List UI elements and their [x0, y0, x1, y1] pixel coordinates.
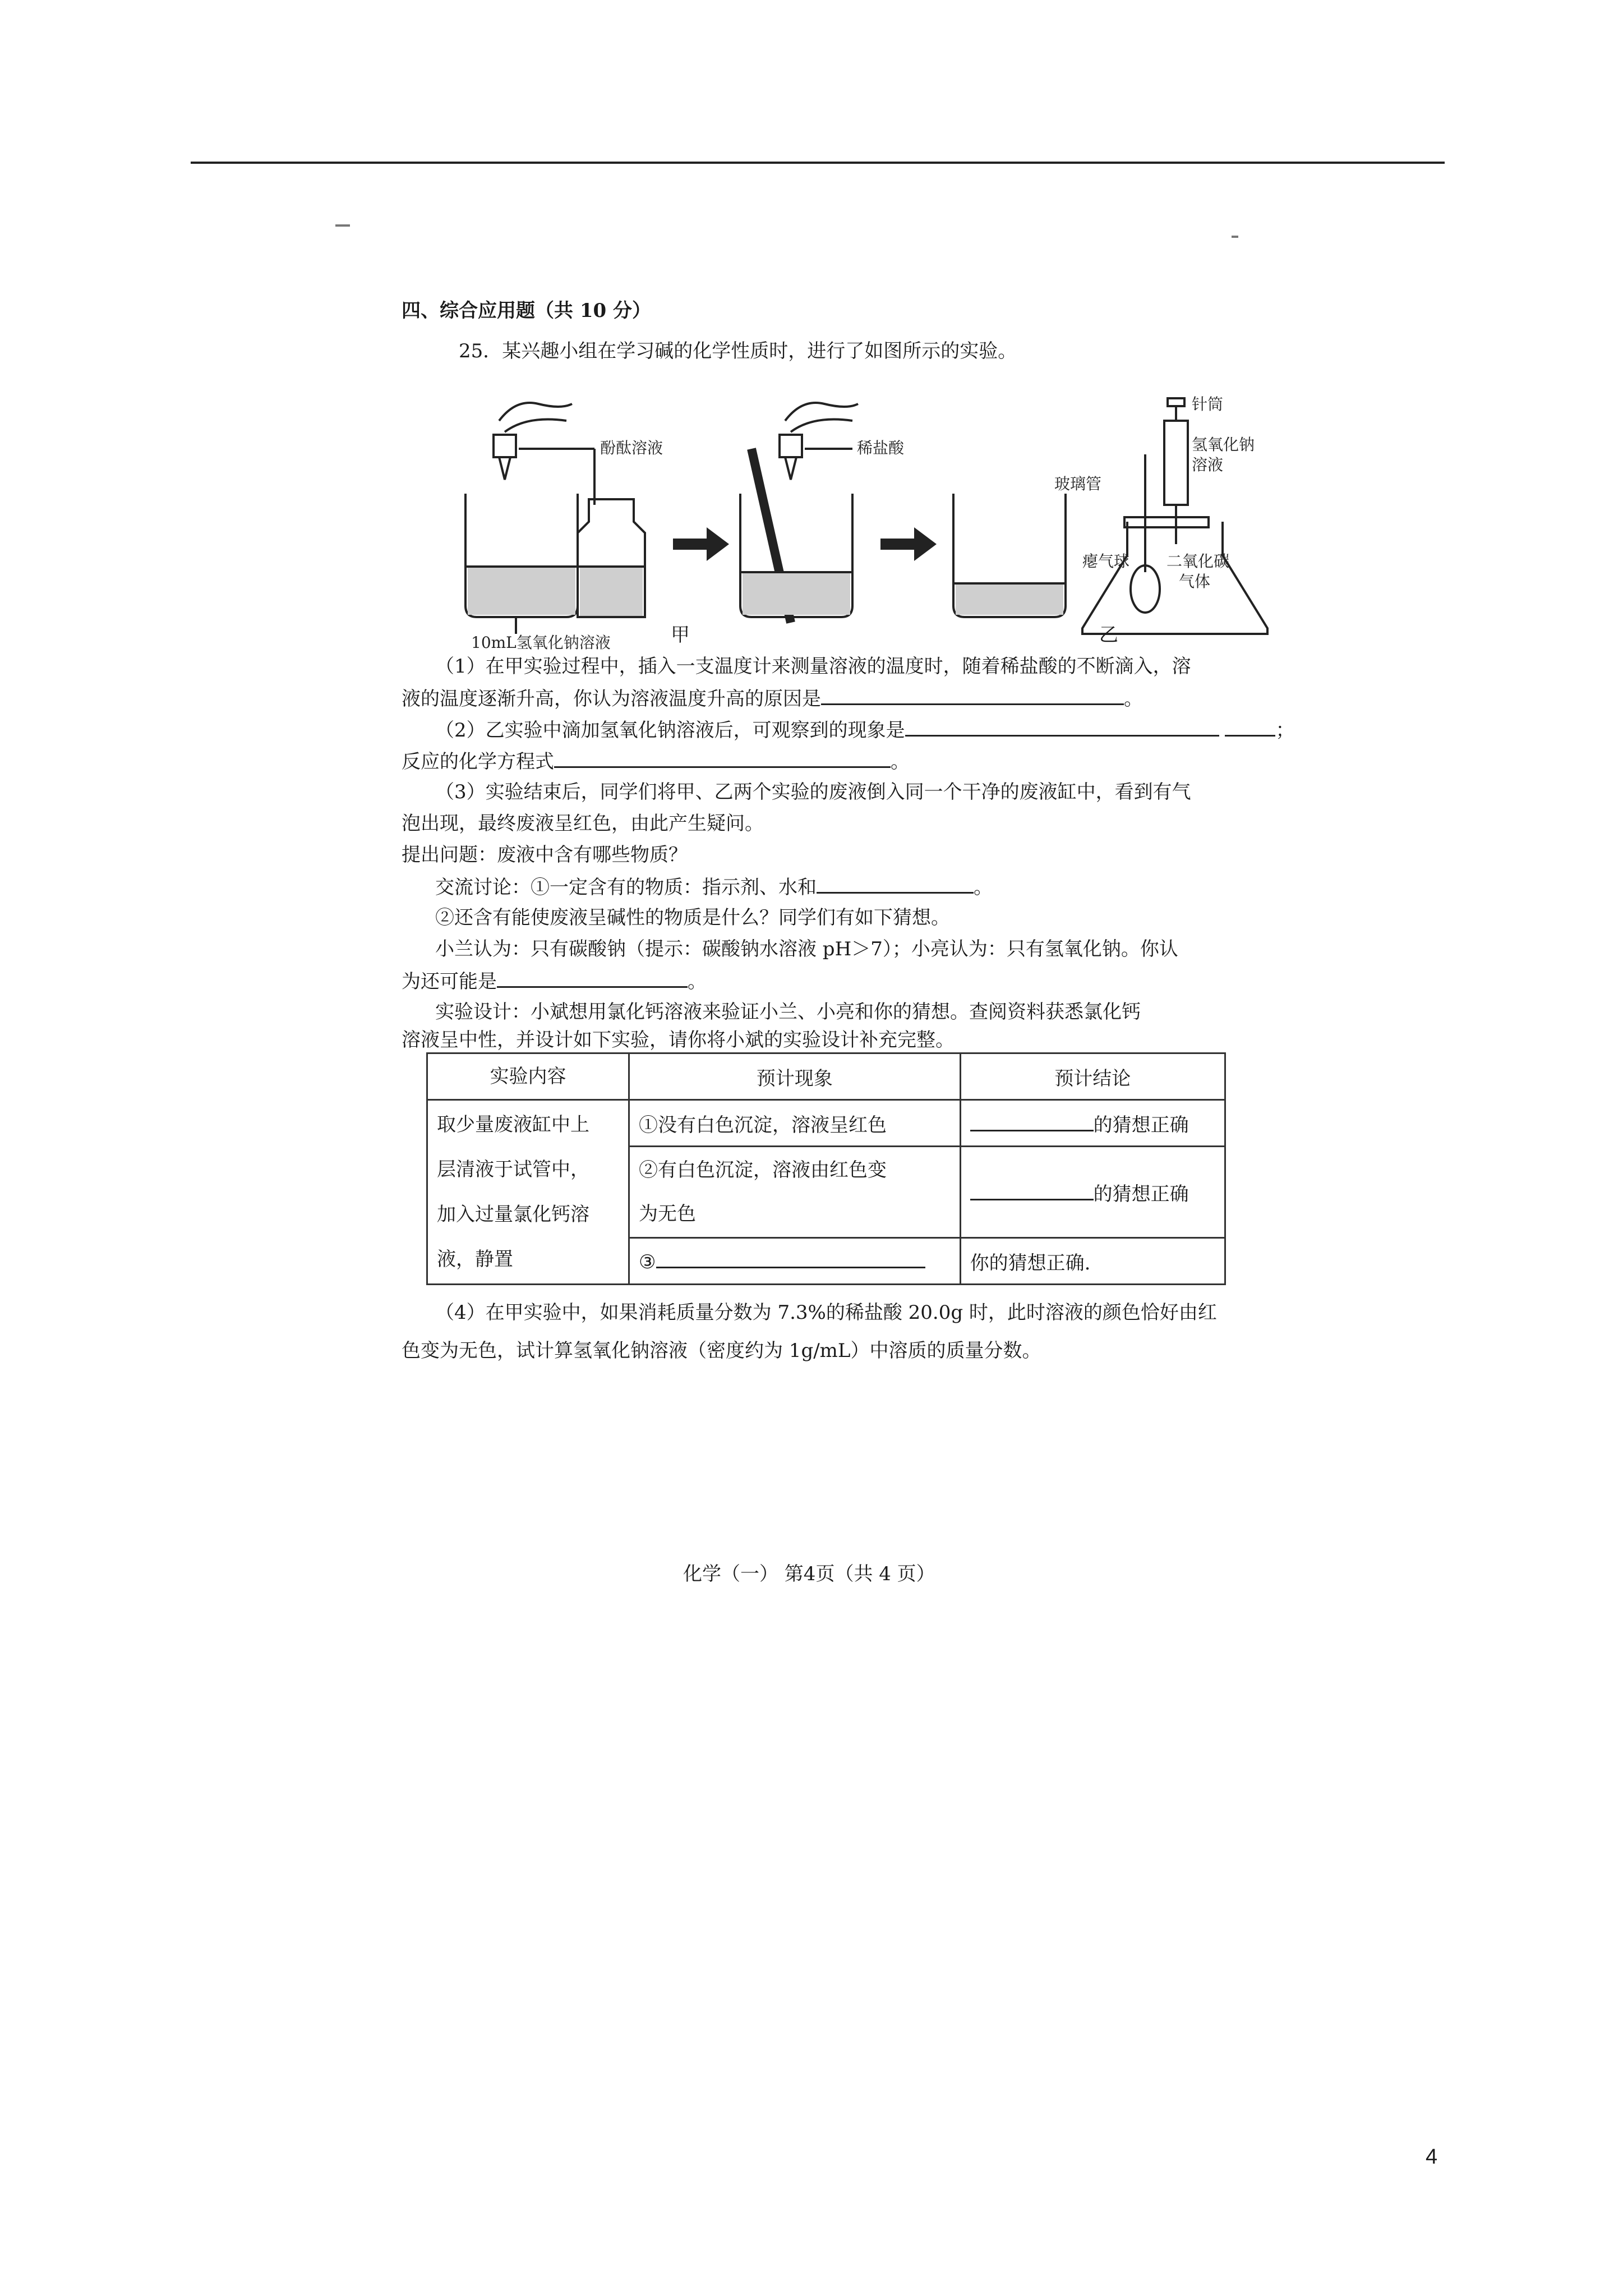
scan-speck [1232, 236, 1238, 238]
experiment-table [426, 1052, 1226, 1285]
header-content: 实验内容 [427, 1053, 629, 1100]
label-naoh-solution-2: 溶液 [1192, 455, 1224, 474]
q3-line-1: （3）实验结束后，同学们将甲、乙两个实验的废液倒入同一个干净的废液缸中，看到有气 [435, 781, 1191, 803]
flask-setup [1082, 398, 1267, 634]
q2-text: （2）乙实验中滴加氢氧化钠溶液后，可观察到的现象是 [435, 719, 905, 742]
conclusion-2: 的猜想正确 [960, 1147, 1225, 1238]
label-co2-2: 气体 [1179, 572, 1211, 591]
discussion-1: 交流讨论：①一定含有的物质：指示剂、水和 。 [435, 874, 993, 900]
content-cell: 取少量废液缸中上 层清液于试管中， 加入过量氯化钙溶 液，静置 [427, 1100, 629, 1285]
q4-line-1: （4）在甲实验中，如果消耗质量分数为 7.3%的稀盐酸 20.0g 时，此时溶液的颜色恰好由红 [435, 1301, 1217, 1324]
label-phenolphthalein: 酚酞溶液 [600, 439, 663, 457]
label-naoh-beaker: 10mL氢氧化钠溶液 [471, 633, 611, 652]
page-footer: 化学（一） 第4页（共 4 页） [683, 1563, 935, 1585]
page-number: 4 [1426, 2145, 1438, 2169]
label-glass-tube: 玻璃管 [1054, 475, 1102, 493]
label-hcl: 稀盐酸 [857, 439, 905, 457]
conclusion-1: 的猜想正确 [960, 1100, 1225, 1147]
dropper-hand-2 [780, 403, 858, 480]
phenomenon-1: ①没有白色沉淀，溶液呈红色 [629, 1100, 961, 1147]
header-phenomenon: 预计现象 [629, 1053, 961, 1100]
label-balloon: 瘪气球 [1082, 552, 1130, 570]
answer-blank[interactable] [1225, 717, 1275, 737]
answer-blank[interactable] [970, 1112, 1094, 1131]
answer-blank[interactable] [497, 968, 688, 988]
question-line: 提出问题：废液中含有哪些物质？ [402, 844, 688, 866]
header-conclusion: 预计结论 [960, 1053, 1225, 1100]
q1-text: 液的温度逐渐升高，你认为溶液温度升高的原因是 [402, 688, 821, 710]
answer-blank[interactable] [970, 1181, 1094, 1200]
question-25-intro: 25．某兴趣小组在学习碱的化学性质时，进行了如图所示的实验。 [459, 340, 1017, 362]
q2-line-2: 反应的化学方程式 。 [402, 748, 910, 774]
label-jia: 甲 [671, 624, 690, 646]
q1-line-2: 液的温度逐渐升高，你认为溶液温度升高的原因是 。 [402, 685, 1143, 711]
q2-line-1: （2）乙实验中滴加氢氧化钠溶液后，可观察到的现象是 ； [435, 717, 1294, 743]
design-line-1: 实验设计：小斌想用氯化钙溶液来验证小兰、小亮和你的猜想。查阅资料获悉氯化钙 [435, 1001, 1141, 1023]
label-co2: 二氧化碳 [1166, 552, 1230, 570]
answer-blank[interactable] [905, 717, 1219, 737]
discussion-2: ②还含有能使废液呈碱性的物质是什么？同学们有如下猜想。 [435, 907, 950, 929]
header-rule [191, 162, 1445, 164]
label-naoh-solution: 氢氧化钠 [1192, 435, 1255, 454]
scan-speck [335, 224, 350, 227]
experiment-diagram [437, 387, 1255, 652]
phenomenon-3: ③ [629, 1238, 961, 1285]
label-yi: 乙 [1099, 624, 1118, 646]
design-line-2: 溶液呈中性，并设计如下实验，请你将小斌的实验设计补充完整。 [402, 1029, 955, 1051]
q2-equation-label: 反应的化学方程式 [402, 751, 554, 773]
conclusion-3: 你的猜想正确. [960, 1238, 1225, 1285]
answer-blank[interactable] [821, 685, 1124, 705]
guess-line-1: 小兰认为：只有碳酸钠（提示：碳酸钠水溶液 pH＞7）；小亮认为：只有氢氧化钠。你认 [435, 938, 1178, 960]
section-title: 四、综合应用题（共 10 分） [402, 300, 651, 322]
dropper-hand-1 [494, 403, 572, 480]
answer-blank[interactable] [554, 748, 891, 768]
answer-blank[interactable] [817, 874, 974, 894]
q1-line-1: （1）在甲实验过程中，插入一支温度计来测量溶液的温度时，随着稀盐酸的不断滴入，溶 [435, 655, 1191, 678]
answer-blank[interactable] [656, 1249, 925, 1268]
q3-line-2: 泡出现，最终废液呈红色，由此产生疑问。 [402, 812, 764, 835]
guess-text: 为还可能是 [402, 970, 497, 993]
guess-line-2: 为还可能是 。 [402, 968, 707, 994]
q4-line-2: 色变为无色，试计算氢氧化钠溶液（密度约为 1g/mL）中溶质的质量分数。 [402, 1340, 1041, 1362]
label-syringe: 针筒 [1192, 395, 1224, 413]
discussion-1-text: 交流讨论：①一定含有的物质：指示剂、水和 [435, 876, 817, 899]
phenomenon-2: ②有白色沉淀，溶液由红色变 为无色 [629, 1147, 961, 1238]
